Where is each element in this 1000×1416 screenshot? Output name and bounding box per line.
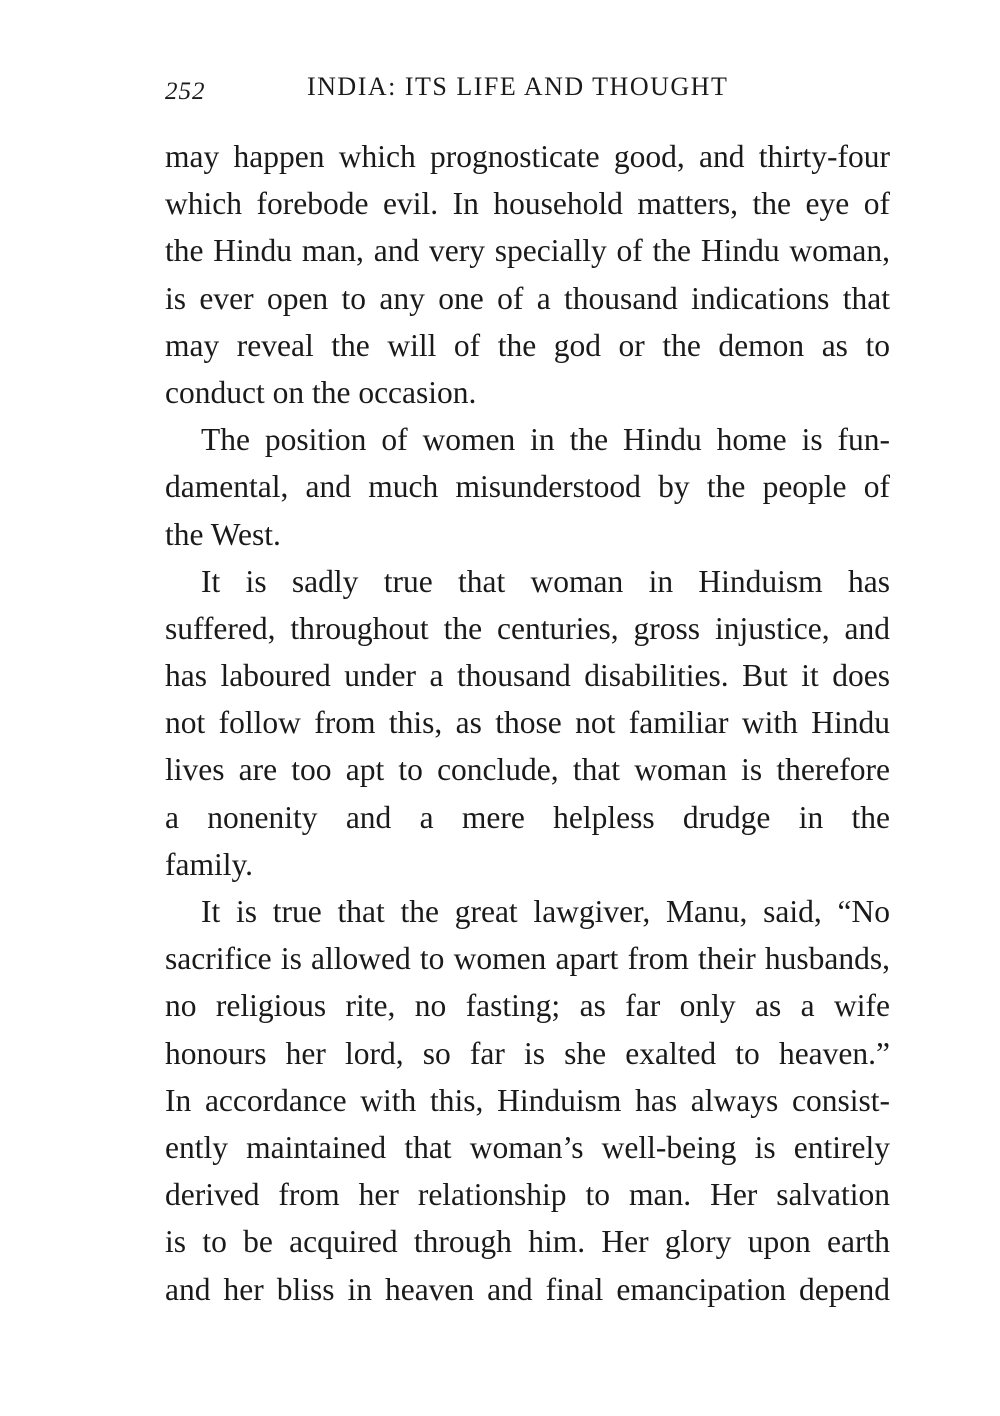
text-line: honours her lord, so far is she exalted to heaven.”: [165, 1035, 890, 1071]
running-head: [165, 72, 890, 108]
text-line: suffered, throughout the centuries, gross injustice, and: [165, 610, 890, 646]
running-head-title: INDIA: ITS LIFE AND THOUGHT: [307, 72, 729, 101]
text-line: no religious rite, no fasting; as far only as a wife: [165, 988, 890, 1024]
text-line: lives are too apt to conclude, that woman is therefore: [165, 752, 890, 788]
paragraph: [165, 558, 890, 888]
text-line: the Hindu man, and very specially of the Hindu woman,: [165, 233, 890, 269]
body-text: [165, 133, 890, 1313]
text-line: It is sadly true that woman in Hinduism has: [201, 563, 890, 599]
paragraph: [165, 416, 890, 558]
page-number: 252: [165, 78, 206, 105]
paragraph: [165, 133, 890, 416]
text-line: The position of women in the Hindu home is fun-: [201, 422, 890, 458]
text-line: damental, and much misunderstood by the people of: [165, 469, 890, 505]
text-line: which forebode evil. In household matters, the eye of: [165, 186, 890, 222]
text-line: conduct on the occasion.: [165, 374, 477, 410]
text-line: ently maintained that woman’s well-being is entirely: [165, 1129, 890, 1165]
text-line: family.: [165, 846, 254, 882]
text-line: is ever open to any one of a thousand indications that: [165, 280, 890, 316]
text-line: sacrifice is allowed to women apart from their husbands,: [165, 941, 890, 977]
text-line: derived from her relationship to man. Her salvation: [165, 1177, 890, 1213]
text-line: not follow from this, as those not familiar with Hindu: [165, 705, 890, 741]
text-line: In accordance with this, Hinduism has always consist-: [165, 1082, 890, 1118]
text-line: the West.: [165, 516, 281, 552]
paragraph: [165, 888, 890, 1313]
text-line: and her bliss in heaven and final emancipation depend: [165, 1271, 890, 1307]
text-line: is to be acquired through him. Her glory upon earth: [165, 1224, 890, 1260]
text-line: may reveal the will of the god or the demon as to: [165, 327, 890, 363]
text-line: has laboured under a thousand disabilities. But it does: [165, 658, 890, 694]
text-line: a nonenity and a mere helpless drudge in the: [165, 799, 890, 835]
text-line: It is true that the great lawgiver, Manu, said, “No: [201, 894, 890, 929]
text-line: may happen which prognosticate good, and thirty-four: [165, 139, 890, 174]
